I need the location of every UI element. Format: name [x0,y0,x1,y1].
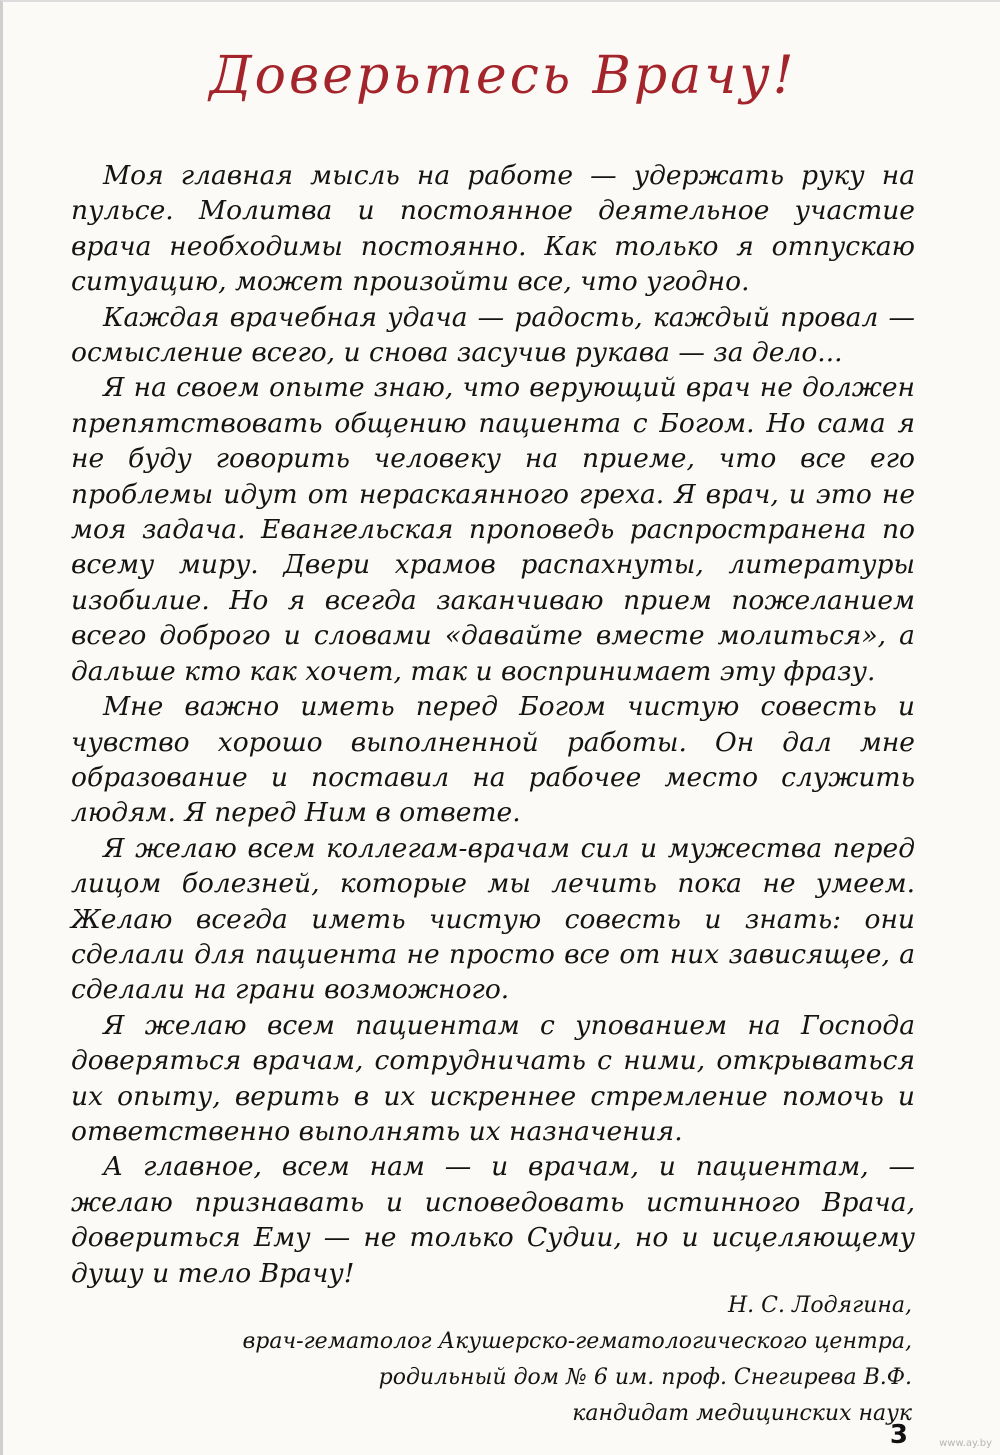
author-signature [242,1288,912,1432]
author-workplace: родильный дом № 6 им. проф. Снегирева В.Ф. [378,1365,912,1390]
page-number: 3 [889,1420,908,1450]
paragraph: Каждая врачебная удача — радость, каждый провал — осмысление всего, и снова засучив рукава — за дело... [71,301,915,369]
page-title: Доверьтесь Врачу! [209,46,797,106]
paragraph: Моя главная мысль на работе — удержать руку на пульсе. Молитва и постоянное деятельное участие врача необходимы постоянно. Как только я отпускаю ситуацию, может произойти все, что угодно. [71,160,915,298]
watermark: www.ay.by [939,1438,992,1449]
author-degree: кандидат медицинских наук [572,1401,912,1426]
author-position: врач-гематолог Акушерско-гематологического центра, [242,1329,912,1354]
paragraph: Мне важно иметь перед Богом чистую совесть и чувство хорошо выполненной работы. Он дал мне образование и поставил на рабочее место служить людям. Я перед Ним в ответе. [71,691,915,829]
author-name: Н. С. Лодягина, [728,1293,912,1318]
paragraph: Я желаю всем пациентам с упованием на Господа доверяться врачам, сотрудничать с ними, открываться их опыту, верить в их искреннее стремление помочь и ответственно выполнять их назначения. [71,1009,915,1147]
article-body [71,158,915,1291]
paragraph: Я желаю всем коллегам-врачам сил и мужества перед лицом болезней, которые мы лечить пока не умеем. Желаю всегда иметь чистую совесть и знать: они сделали для пациента не просто все от них зависящее, а сделали на грани возможного. [71,832,915,1006]
paragraph: Я на своем опыте знаю, что верующий врач не должен препятствовать общению пациента с Богом. Но сама я не буду говорить человеку на приеме, что все его проблемы идут от нераскаянного греха. Я врач, и это не моя задача. Евангельская проповедь распространена по всему миру. Двери храмов распахнуты, литературы изобилие. Но я всегда заканчиваю прием пожеланием всего доброго и словами «давайте вместе молиться», а дальше кто как хочет, так и воспринимает эту фразу. [71,372,915,687]
paragraph: А главное, всем нам — и врачам, и пациентам, — желаю признавать и исповедовать истинного Врача, довериться Ему — не только Судии, но и исцеляющему душу и тело Врачу! [71,1151,915,1289]
